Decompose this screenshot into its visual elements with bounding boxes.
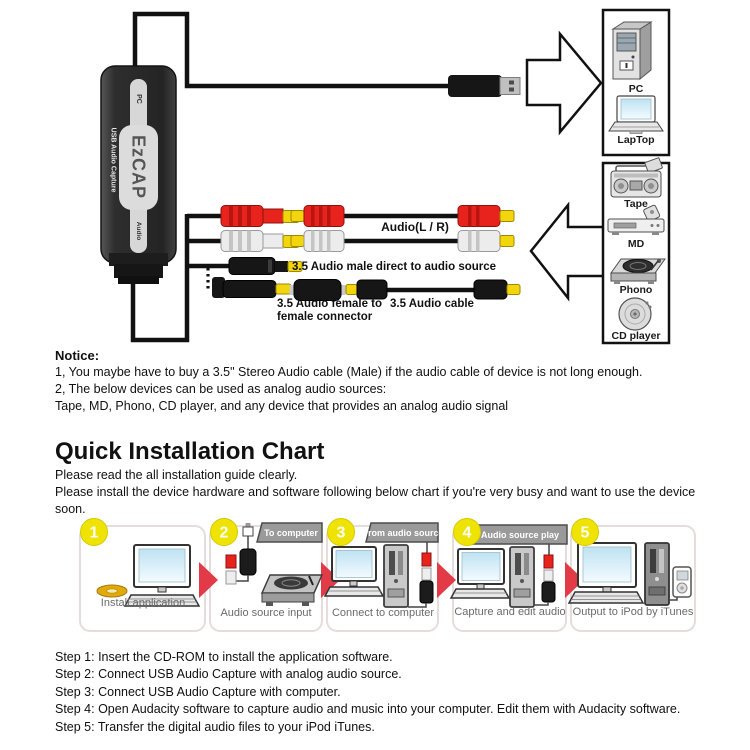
plug-35mm-angled: [212, 277, 291, 298]
panel-4-header: [471, 525, 567, 544]
step-1-text: Step 1: Insert the CD-ROM to install the application software.: [55, 650, 393, 664]
rca-plug-red: [221, 206, 299, 227]
cd-player-icon: [619, 298, 652, 330]
laptop-icon: [609, 96, 663, 134]
label-female-line2: female connector: [277, 311, 373, 323]
arrow-to-computer: [527, 34, 601, 132]
rca-plug-white: [221, 231, 299, 252]
panel-2-header: [257, 523, 322, 542]
intro-block: [55, 467, 695, 518]
device-port-bottom-label: Audio: [135, 221, 142, 241]
audio-source-box: [603, 158, 669, 343]
label-male-direct: 3.5 Audio male direct to audio source: [292, 261, 497, 273]
panel-4-header-label: Audio source play: [480, 530, 560, 540]
pc-tower-icon: [613, 22, 651, 79]
pc-label: PC: [628, 83, 644, 95]
steps-block: [55, 649, 680, 736]
tape-label: Tape: [624, 198, 648, 210]
label-audio-cable: 3.5 Audio cable: [390, 298, 474, 310]
step-number-2-label: 2: [219, 524, 229, 542]
step-number-3: [328, 519, 355, 546]
step-4-text: Step 4: Open Audacity software to capture audio and music into your computer. Edit them with Audacity software.: [55, 702, 681, 717]
computer-box: [603, 10, 669, 155]
panel-4-caption: Capture and edit audio: [454, 606, 566, 618]
step-number-5-label: 5: [580, 524, 590, 542]
connection-diagram: [0, 0, 750, 348]
notice-block: [55, 347, 642, 415]
panel-3-caption: Connect to computer: [331, 607, 435, 619]
step-3-text: Step 3: Connect USB Audio Capture with computer.: [55, 684, 341, 699]
step-number-3-label: 3: [336, 524, 346, 542]
notice-title: Notice:: [55, 348, 100, 363]
intro-line-2: Please install the device hardware and software following below chart if you're very busy and want to use the device: [55, 485, 696, 499]
intro-line-1: Please read the all installation guide clearly.: [55, 468, 298, 482]
capture-device: [101, 66, 176, 284]
step-number-4: [454, 519, 481, 546]
device-port-top-label: PC: [135, 94, 142, 104]
arrow-from-sources: [531, 205, 604, 298]
step-5-text: Step 5: Transfer the digital audio files to your iPod iTunes.: [55, 719, 375, 734]
panel-2-header-label: To computer: [264, 528, 318, 538]
notice-line-3: Tape, MD, Phono, CD player, and any device that provides an analog audio signal: [55, 399, 509, 413]
step-number-2: [211, 519, 238, 546]
installation-chart-strip: [0, 515, 750, 640]
panel-3-header-label: From audio source: [362, 528, 444, 538]
panel-3-header: [362, 523, 443, 542]
phono-label: Phono: [619, 284, 653, 296]
device-side-label: USB Audio Capture: [109, 127, 117, 193]
step-2-text: Step 2: Connect USB Audio Capture with analog audio source.: [55, 667, 402, 682]
notice-line-1: 1, You maybe have to buy a 3.5" Stereo Audio cable (Male) if the audio cable of device is not long enough.: [55, 365, 643, 379]
md-label: MD: [627, 238, 645, 250]
section-title: Quick Installation Chart: [55, 438, 325, 465]
panel-5-caption: Output to iPod by iTunes: [572, 606, 694, 618]
label-audio-lr: Audio(L / R): [381, 220, 449, 234]
step-number-4-label: 4: [462, 524, 472, 542]
usb-cable: [135, 14, 450, 86]
laptop-label: LapTop: [617, 134, 655, 146]
usb-plug-icon: [448, 75, 520, 97]
panel-1-caption: Install application: [100, 597, 186, 609]
panel-2-caption: Audio source input: [220, 607, 312, 619]
cd-player-label: CD player: [611, 330, 661, 342]
device-brand-label: EzCAP: [128, 134, 149, 200]
intro-line-3: soon.: [55, 502, 86, 516]
label-female-line1: 3.5 Audio female to: [277, 298, 383, 310]
step-number-1-label: 1: [89, 524, 99, 542]
step-number-1: [81, 519, 108, 546]
step-number-5: [572, 519, 599, 546]
notice-line-2: 2, The below devices can be used as analog audio sources:: [55, 382, 387, 396]
